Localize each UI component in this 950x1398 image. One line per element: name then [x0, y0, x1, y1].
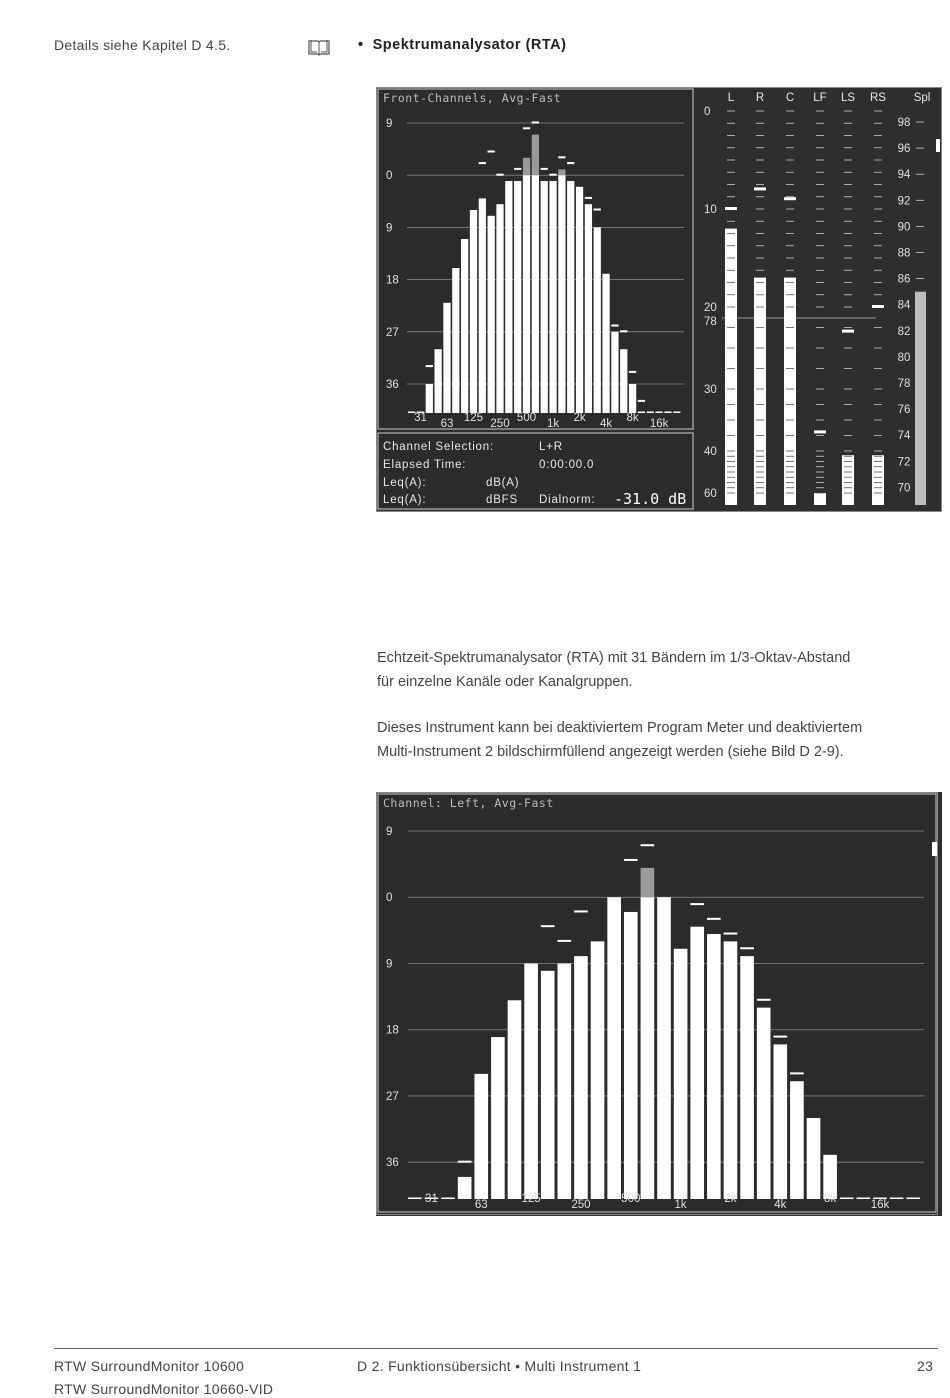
y-tick-label: 36: [386, 379, 399, 391]
peak-hold-marker: [541, 168, 548, 170]
spectrum-bar: [594, 227, 601, 413]
x-tick-label: 125: [521, 1193, 541, 1205]
spectrum-bar: [607, 897, 621, 1199]
spl-scale-label: 92: [897, 195, 911, 208]
spectrum-bar: [674, 949, 688, 1199]
spectrum-bar: [620, 349, 627, 413]
meter-channel-label: Spl: [913, 92, 931, 104]
meter-peak-hold: [872, 305, 884, 308]
peak-hold-marker: [757, 999, 771, 1001]
peak-hold-marker: [629, 371, 636, 373]
meter-scale-label: 78: [704, 316, 717, 328]
spectrum-bar: [508, 1000, 522, 1199]
peak-hold-marker: [594, 209, 601, 211]
section-heading: [358, 37, 566, 53]
meter-bar-c: [784, 278, 796, 505]
spl-scale-label: 72: [897, 456, 911, 469]
spectrum-bar: [657, 897, 671, 1199]
leq-a-dbfs-label: Leq(A):: [383, 494, 427, 506]
peak-hold-marker: [496, 174, 503, 176]
meter-peak-hold: [784, 197, 796, 200]
spl-scale-label: 90: [897, 221, 911, 234]
spectrum-bar: [541, 181, 548, 413]
x-tick-label: 1k: [674, 1199, 687, 1211]
elapsed-time-label: Elapsed Time:: [383, 459, 467, 471]
meter-channel-label: LF: [813, 92, 827, 104]
x-tick-label: 63: [474, 1199, 488, 1211]
screenshot-rta-left-channel: [376, 792, 942, 1216]
dialnorm-label: Dialnorm:: [539, 494, 596, 506]
spectrum-bar: [505, 181, 512, 413]
peak-hold-marker: [740, 947, 754, 949]
dialnorm-value: -31.0 dB: [614, 490, 687, 508]
spectrum-bar: [491, 1037, 505, 1199]
x-tick-label: 2k: [573, 412, 586, 424]
x-tick-label: 1k: [546, 418, 560, 430]
spectrum-bar-floor: [857, 1198, 871, 1200]
spectrum-bar: [474, 1074, 488, 1199]
paragraph-line: Echtzeit-Spektrumanalysator (RTA) mit 31 Bändern im 1/3-Oktav-Abstand: [377, 650, 851, 666]
peak-hold-marker: [641, 844, 655, 846]
meter-scale-label: 0: [704, 106, 711, 118]
footer-product-1: RTW SurroundMonitor 10600: [54, 1358, 245, 1374]
spl-scale-label: 96: [897, 143, 911, 156]
x-tick-label: 16k: [870, 1199, 890, 1211]
spectrum-bar-floor: [840, 1198, 854, 1200]
spectrum-bar-overload: [532, 135, 539, 176]
peak-hold-marker: [558, 940, 572, 942]
spectrum-bar: [470, 210, 477, 413]
meter-bar-lf: [814, 493, 826, 505]
x-tick-label: 16k: [649, 418, 669, 430]
meter-scale-label: 60: [704, 488, 717, 500]
footer-rule: [54, 1348, 938, 1349]
peak-hold-marker: [611, 325, 618, 327]
peak-hold-marker: [541, 925, 555, 927]
spectrum-bar: [740, 956, 754, 1199]
book-icon: [307, 38, 331, 61]
cross-reference-note: Details siehe Kapitel D 4.5.: [54, 37, 231, 53]
spl-scale-label: 94: [897, 169, 911, 182]
spectrum-bar: [629, 384, 636, 413]
spectrum-bar: [790, 1081, 804, 1199]
x-tick-label: 500: [621, 1193, 641, 1205]
peak-hold-marker: [620, 330, 627, 332]
peak-hold-marker: [567, 162, 574, 164]
spectrum-bar: [458, 1177, 472, 1199]
meter-peak-hold: [725, 207, 737, 210]
spectrum-bar-floor: [664, 412, 671, 414]
peak-hold-marker: [638, 400, 645, 402]
y-tick-label: 0: [386, 170, 393, 183]
rta-title: Front-Channels, Avg-Fast: [383, 91, 562, 105]
peak-hold-marker: [458, 1161, 472, 1163]
description-paragraph-2: [377, 716, 942, 764]
peak-hold-marker: [624, 859, 638, 861]
y-tick-label: 0: [386, 892, 393, 905]
spectrum-bar-overload: [523, 158, 530, 175]
meter-peak-hold: [814, 430, 826, 433]
meter-channel-label: L: [727, 92, 735, 104]
spectrum-bar: [524, 963, 538, 1199]
spectrum-bar: [611, 332, 618, 413]
spectrum-bar-floor: [441, 1198, 455, 1200]
footer-product-2: RTW SurroundMonitor 10660-VID: [54, 1381, 274, 1397]
peak-hold-marker: [585, 197, 592, 199]
meter-scale-label: 40: [704, 446, 717, 458]
spectrum-bar: [426, 384, 433, 413]
y-tick-label: 9: [386, 118, 393, 130]
meter-bar-rs: [872, 455, 884, 505]
spectrum-bar-floor: [673, 412, 680, 414]
y-tick-label: 9: [386, 826, 393, 838]
footer-chapter: D 2. Funktionsübersicht • Multi Instrument 1: [357, 1358, 642, 1374]
meter-channel-label: R: [755, 92, 765, 104]
level-meter-panel: [696, 89, 940, 510]
spl-scale-label: 78: [897, 378, 911, 390]
spectrum-bar-floor: [647, 412, 654, 414]
spectrum-bar: [624, 912, 638, 1199]
peak-hold-marker: [773, 1036, 787, 1038]
meter-bar-ls: [842, 455, 854, 505]
y-tick-label: 9: [386, 958, 393, 971]
spectrum-bar: [443, 303, 450, 413]
x-tick-label: 125: [463, 412, 484, 424]
spectrum-bar: [435, 349, 442, 413]
meter-peak-hold: [754, 187, 766, 190]
meter-bar-r: [754, 278, 766, 505]
peak-hold-marker: [549, 174, 556, 176]
leq-a-unit: dB(A): [486, 477, 520, 489]
spectrum-bar: [558, 963, 572, 1199]
spl-scale-label: 88: [897, 247, 911, 260]
peak-hold-marker: [426, 365, 433, 367]
spectrum-bar: [576, 187, 583, 413]
y-tick-label: 18: [386, 1024, 399, 1037]
spl-scale-label: 80: [897, 351, 911, 364]
peak-hold-marker: [558, 156, 565, 158]
peak-hold-marker: [523, 127, 530, 129]
spectrum-bar: [488, 216, 495, 413]
peak-hold-marker: [532, 122, 539, 124]
spectrum-bar-floor: [890, 1198, 904, 1200]
spectrum-bar-floor: [408, 1198, 422, 1200]
meter-scale-label: 30: [704, 384, 717, 396]
spectrum-bar: [707, 934, 721, 1199]
spl-scale-label: 82: [897, 325, 911, 338]
spl-scale-label: 84: [897, 299, 911, 312]
peak-hold-marker: [790, 1072, 804, 1074]
spectrum-bar: [496, 204, 503, 413]
spectrum-bar: [602, 274, 609, 413]
peak-hold-marker: [724, 933, 738, 935]
x-tick-label: 2k: [724, 1193, 737, 1205]
spl-scale-label: 70: [897, 482, 911, 495]
spectrum-bar: [773, 1044, 787, 1199]
spectrum-bar-overload: [558, 169, 565, 175]
spl-scale-label: 86: [897, 273, 911, 286]
x-tick-label: 250: [571, 1199, 591, 1211]
spectrum-bar: [591, 941, 605, 1199]
y-tick-label: 36: [386, 1157, 399, 1170]
meter-channel-label: LS: [840, 92, 856, 104]
spectrum-bar-floor: [906, 1198, 920, 1200]
paragraph-line: für einzelne Kanäle oder Kanalgruppen.: [377, 674, 633, 690]
y-tick-label: 18: [386, 274, 399, 287]
x-tick-label: 4k: [599, 418, 613, 430]
spectrum-bar: [558, 175, 565, 413]
spectrum-bar: [523, 175, 530, 413]
spectrum-bar: [757, 1008, 771, 1199]
peak-hold-marker: [488, 151, 495, 153]
spectrum-bar: [461, 239, 468, 413]
meter-scale-label: 20: [704, 302, 717, 314]
x-tick-label: 250: [490, 418, 510, 430]
leq-a-label: Leq(A):: [383, 477, 427, 489]
x-tick-label: 500: [516, 412, 537, 424]
y-tick-label: 27: [386, 326, 399, 339]
elapsed-time-value: 0:00:00.0: [539, 459, 595, 471]
spectrum-bar: [690, 927, 704, 1199]
description-paragraph-1: [377, 646, 942, 694]
paragraph-line: Dieses Instrument kann bei deaktiviertem Program Meter und deaktiviertem: [377, 720, 863, 736]
x-tick-label: 4k: [774, 1199, 787, 1211]
scroll-marker: [936, 139, 940, 152]
spectrum-bar: [532, 175, 539, 413]
x-tick-label: 31: [425, 1193, 438, 1205]
heading-text: Spektrumanalysator (RTA): [372, 37, 567, 53]
paragraph-line: Multi-Instrument 2 bildschirmfüllend angezeigt werden (siehe Bild D 2-9).: [377, 744, 844, 760]
peak-hold-marker: [690, 903, 704, 905]
spectrum-bar: [807, 1118, 821, 1199]
x-tick-label: 8k: [824, 1193, 837, 1205]
spl-scale-label: 98: [897, 117, 911, 129]
spectrum-bar-overload: [641, 868, 655, 897]
spectrum-bar: [574, 956, 588, 1199]
peak-hold-marker: [707, 918, 721, 920]
screenshot-rta-front-channels: [376, 87, 942, 512]
spectrum-bar-floor: [655, 412, 662, 414]
spectrum-bar: [641, 897, 655, 1199]
bullet-glyph: •: [358, 37, 364, 53]
meter-scale-label: 10: [704, 204, 717, 216]
spectrum-bar: [567, 181, 574, 413]
spectrum-bar: [452, 268, 459, 413]
x-tick-label: 31: [414, 412, 427, 424]
y-tick-label: 27: [386, 1090, 399, 1103]
spl-bar: [915, 292, 926, 505]
peak-hold-marker: [574, 910, 588, 912]
spectrum-bar: [541, 971, 555, 1199]
channel-selection-value: L+R: [539, 441, 563, 453]
peak-hold-marker: [479, 162, 486, 164]
meter-channel-label: RS: [870, 92, 886, 104]
x-tick-label: 63: [440, 418, 454, 430]
meter-channel-label: C: [785, 92, 795, 104]
spl-scale-label: 74: [897, 430, 911, 443]
peak-hold-marker: [514, 168, 521, 170]
spectrum-bar: [549, 181, 556, 413]
spectrum-bar-floor: [638, 412, 645, 414]
footer-page-number: 23: [917, 1358, 934, 1374]
y-tick-label: 9: [386, 222, 393, 235]
scroll-marker: [932, 842, 937, 856]
leq-a-dbfs-unit: dBFS: [486, 494, 518, 506]
meter-peak-hold: [842, 330, 854, 333]
spl-scale-label: 76: [897, 404, 911, 417]
spectrum-bar: [514, 181, 521, 413]
x-tick-label: 8k: [626, 412, 639, 424]
spectrum-bar: [585, 204, 592, 413]
spectrum-bar: [479, 198, 486, 413]
channel-selection-label: Channel Selection:: [383, 441, 494, 453]
rta-title: Channel: Left, Avg-Fast: [383, 796, 554, 810]
spectrum-bar: [724, 941, 738, 1199]
